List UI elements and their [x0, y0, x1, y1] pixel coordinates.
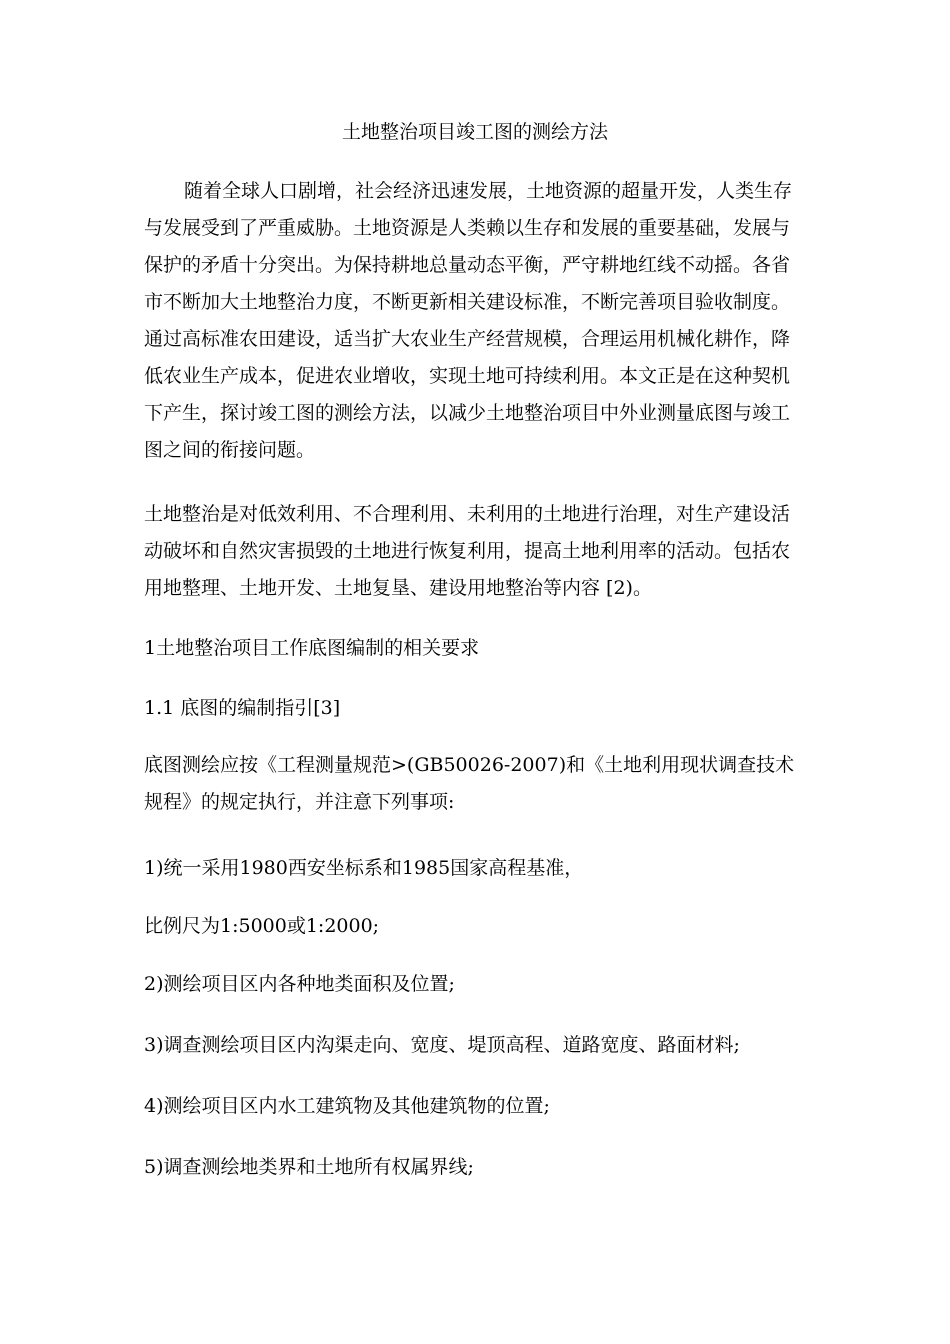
list-item: 1)统一采用1980西安坐标系和1985国家高程基准， — [144, 857, 584, 879]
subsection-paragraph-block — [144, 747, 808, 821]
intro-paragraph: 随着全球人口剧增，社会经济迅速发展，土地资源的超量开发，人类生存与发展受到了严重威胁。土地资源是人类赖以生存和发展的重要基础，发展与保护的矛盾十分突出。为保持耕地总量动态平衡，严守耕地红线不动摇。各省市不断加大土地整治力度，不断更新相关建设标准，不断完善项目验收制度。通过高标准农田建设，适当扩大农业生产经营规模，合理运用机械化耕作，降低农业生产成本，促进农业增收，实现土地可持续利用。本文正是在这种契机下产生，探讨竣工图的测绘方法，以减少土地整治项目中外业测量底图与竣工图之间的衔接问题。 — [144, 180, 793, 461]
subsection-heading: 1.1 底图的编制指引[3] — [144, 697, 341, 719]
list-item: 4)测绘项目区内水工建筑物及其他建筑物的位置; — [144, 1095, 550, 1117]
list-item: 2)测绘项目区内各种地类面积及位置; — [144, 973, 455, 995]
section-heading: 1土地整治项目工作底图编制的相关要求 — [144, 637, 480, 659]
list-item: 5)调查测绘地类界和土地所有权属界线; — [144, 1156, 474, 1178]
definition-paragraph-block — [144, 496, 808, 607]
intro-paragraph-block — [144, 173, 808, 469]
list-item: 比例尺为1:5000或1:2000; — [144, 915, 380, 937]
document-title: 土地整治项目竣工图的测绘方法 — [341, 121, 608, 143]
definition-paragraph: 土地整治是对低效利用、不合理利用、未利用的土地进行治理，对生产建设活动破坏和自然灾害损毁的土地进行恢复利用，提高土地利用率的活动。包括农用地整理、土地开发、土地复垦、建设用地整治等内容 [2)。 — [144, 503, 791, 599]
list-item: 3)调查测绘项目区内沟渠走向、宽度、堤顶高程、道路宽度、路面材料; — [144, 1034, 740, 1056]
subsection-paragraph: 底图测绘应按《工程测量规范>(GB50026-2007)和《土地利用现状调查技术规程》的规定执行，并注意下列事项: — [144, 754, 795, 813]
